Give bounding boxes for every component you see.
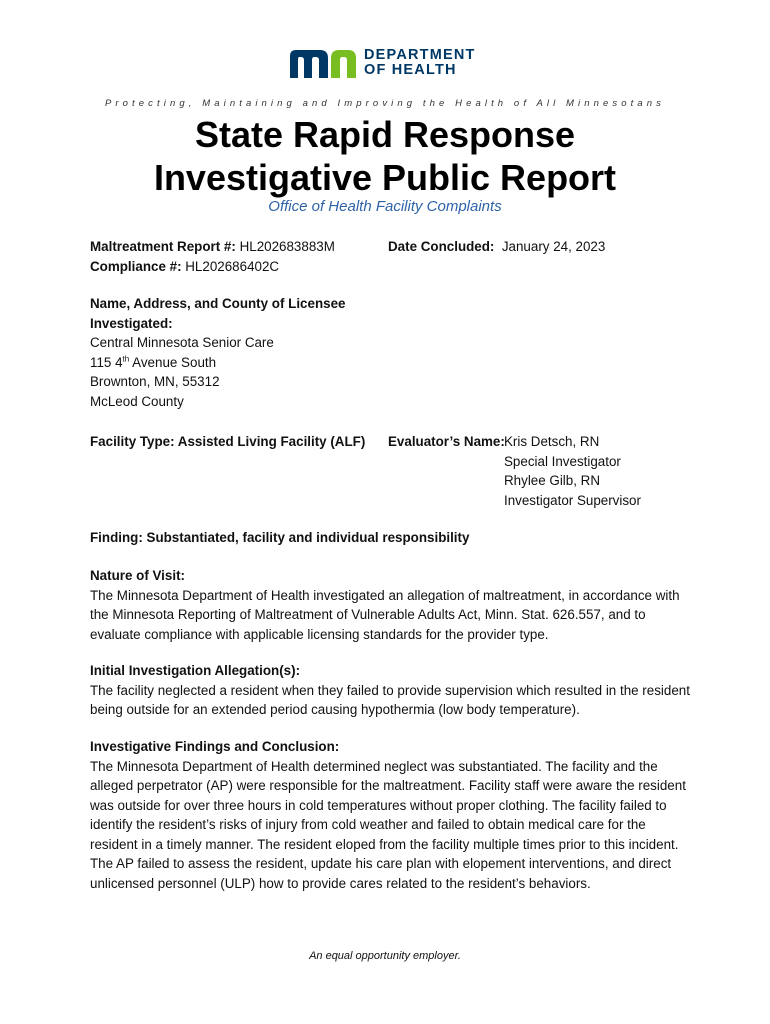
visit-heading: Nature of Visit: [90, 568, 185, 583]
evaluator-row-1 [388, 432, 688, 452]
licensee-street [90, 353, 390, 373]
findings-heading: Investigative Findings and Conclusion: [90, 739, 340, 754]
footer: An equal opportunity employer. [309, 950, 461, 962]
evaluator-1-name: Kris Detsch, RN [504, 434, 600, 449]
maltreatment-row [90, 237, 380, 257]
facility-type: Facility Type: Assisted Living Facility (ALF) [90, 434, 366, 449]
evaluator-label: Evaluator’s Name: [388, 434, 505, 449]
licensee-heading-2: Investigated: [90, 315, 173, 331]
licensee-county: McLeod County [90, 393, 184, 409]
allegation-heading: Initial Investigation Allegation(s): [90, 663, 301, 678]
compliance-value: HL202686402C [185, 258, 280, 274]
tagline: Protecting, Maintaining and Improving the Health of All Minnesotans [104, 98, 666, 109]
title-line-2: Investigative Public Report [153, 157, 617, 198]
nature-of-visit-section [90, 566, 690, 644]
licensee-city: Brownton, MN, 55312 [90, 374, 220, 389]
subtitle: Office of Health Facility Complaints [268, 198, 502, 215]
visit-text: The Minnesota Department of Health investigated an allegation of maltreatment, in accordance with the Minnesota Reporting of Maltreatment of Vulnerable Adults Act, Minn. Stat. 626.557, and to evaluate compliance with applicable licensing standards for the provider type. [90, 587, 680, 642]
mn-logo-icon [290, 48, 356, 78]
date-label: Date Concluded: [388, 239, 495, 254]
evaluator-2-name: Rhylee Gilb, RN [504, 473, 600, 488]
allegation-text: The facility neglected a resident when they failed to provide supervision which resulted in the resident being outside for an extended period causing hypothermia (low body temperature). [90, 682, 690, 717]
findings-section [90, 737, 690, 893]
street-prefix: 115 4 [90, 354, 123, 370]
report-numbers [90, 237, 380, 276]
title-line-1: State Rapid Response [194, 114, 576, 155]
compliance-label: Compliance #: [90, 258, 182, 274]
page-title [0, 113, 770, 199]
maltreatment-label: Maltreatment Report #: [90, 239, 236, 254]
evaluator-block [388, 432, 688, 510]
licensee-block [90, 294, 390, 411]
street-sup: th [122, 354, 130, 364]
findings-text: The Minnesota Department of Health determined neglect was substantiated. The facility and the alleged perpetrator (AP) were responsible for the maltreatment. Facility staff were aware the resident was outside for over three hours in cold temperatures without proper clothing. The facility failed to identify the resident’s risks of injury from cold weather and failed to obtain medical care for the resident in a timely manner. The resident eloped from the facility multiple times prior to this incident. The AP failed to assess the resident, update his care plan with elopement interventions, and direct unlicensed personnel (ULP) how to provide cares related to the resident’s behaviors. [90, 758, 686, 891]
licensee-heading-1: Name, Address, and County of Licensee [90, 296, 346, 311]
evaluator-2-title: Investigator Supervisor [504, 492, 641, 508]
date-concluded [388, 237, 688, 257]
allegation-section [90, 661, 690, 720]
street-suffix: Avenue South [129, 354, 217, 370]
finding: Finding: Substantiated, facility and individual responsibility [90, 530, 470, 545]
compliance-row [90, 257, 380, 277]
logo-line-2: OF HEALTH [364, 62, 457, 78]
evaluator-1-title: Special Investigator [504, 453, 621, 469]
logo-line-1: DEPARTMENT [364, 47, 476, 63]
maltreatment-value: HL202683883M [239, 239, 335, 254]
mdh-logo [290, 47, 476, 79]
date-value: January 24, 2023 [501, 239, 606, 254]
licensee-name: Central Minnesota Senior Care [90, 335, 274, 350]
